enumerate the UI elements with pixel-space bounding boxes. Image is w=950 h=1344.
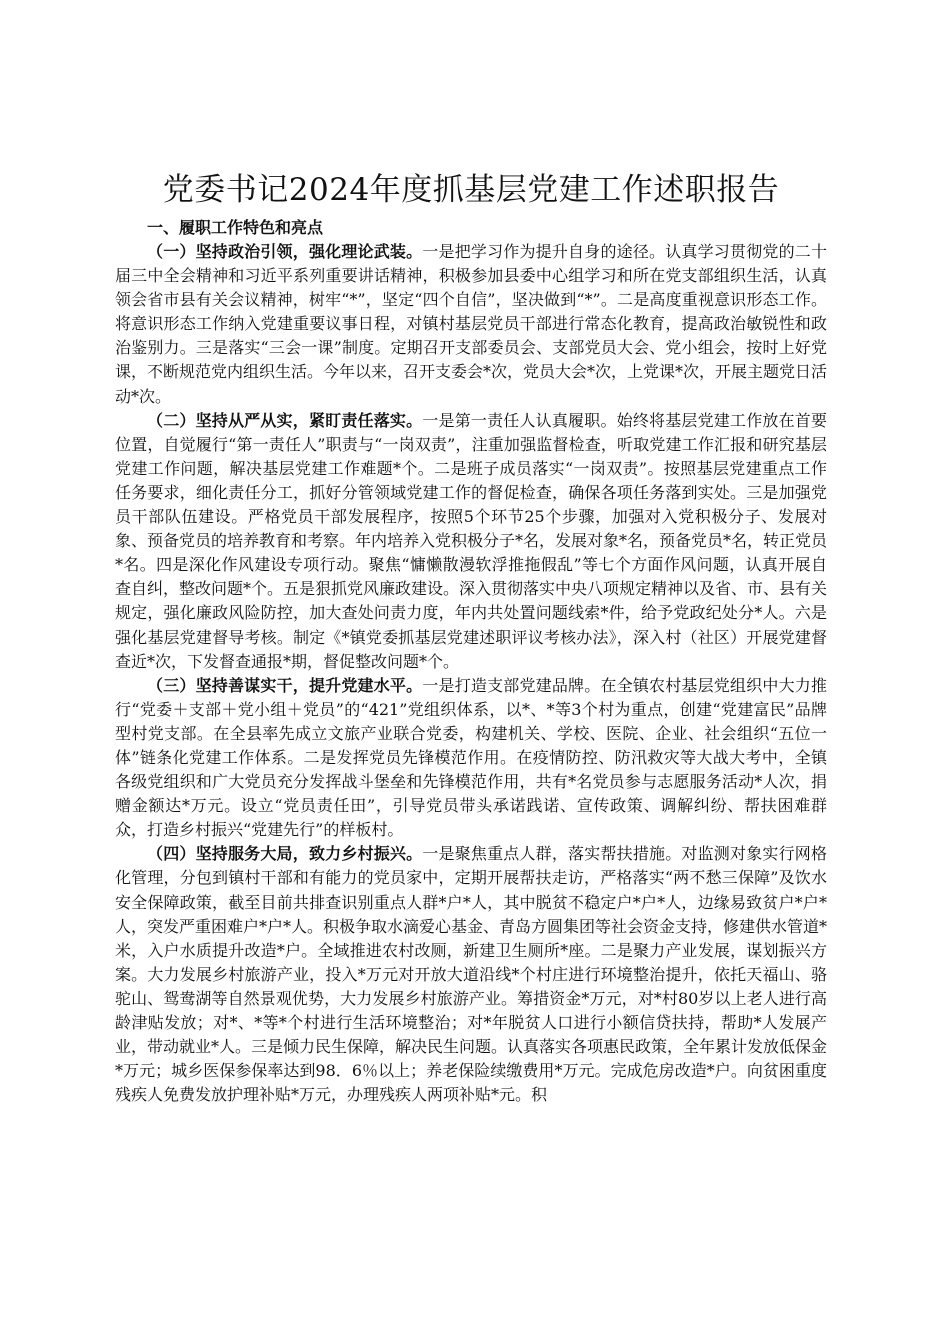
document-page: [115, 168, 827, 1107]
paragraph-1-text: 一是把学习作为提升自身的途径。认真学习贯彻党的二十届三中全会精神和习近平系列重要讲话精神，积极参加县委中心组学习和所在党支部组织生活，认真领会省市县有关会议精神，树牢“*”，坚定“四个自信”，坚决做到“*”。二是高度重视意识形态工作。将意识形态工作纳入党建重要议事日程，对镇村基层党员干部进行常态化教育，提高政治敏锐性和政治鉴别力。三是落实“三会一课”制度。定期召开支部委员会、支部党员大会、党小组会，按时上好党课，不断规范党内组织生活。今年以来，召开支委会*次，党员大会*次，上党课*次，开展主题党日活动*次。: [115, 242, 828, 406]
paragraph-1-lead: （一）坚持政治引领，强化理论武装。: [147, 242, 423, 261]
paragraph-3-lead: （三）坚持善谋实干，提升党建水平。: [147, 675, 423, 695]
paragraph-4-text: 一是聚焦重点人群，落实帮扶措施。对监测对象实行网格化管理，分包到镇村干部和有能力的党员家中，定期开展帮扶走访，严格落实“两不愁三保障”及饮水安全保障政策，截至目前共排查识别重点人群*户*人，其中脱贫不稳定户*户*人，边缘易致贫户*户*人，突发严重困难户*户*人。积极争取水滴爱心基金、青岛方圆集团等社会资金支持，修建供水管道*米，入户水质提升改造*户。全域推进农村改厕，新建卫生厕所*座。二是聚力产业发展，谋划振兴方案。大力发展乡村旅游产业，投入*万元对开放大道沿线*个村庄进行环境整治提升，依托天福山、骆驼山、鸳鸯湖等自然景观优势，大力发展乡村旅游产业。筹措资金*万元，对*村80岁以上老人进行高龄津贴发放；对*、*等*个村进行生活环境整治；对*年脱贫人口进行小额信贷扶持，帮助*人发展产业，带动就业*人。三是倾力民生保障，解决民生问题。认真落实各项惠民政策，全年累计发放低保金*万元；城乡医保参保率达到98．6％以上；养老保险续缴费用*万元。完成危房改造*户。向贫困重度残疾人免费发放护理补贴*万元，办理残疾人两项补贴*元。积: [115, 844, 828, 1105]
paragraph-4: [115, 842, 827, 1107]
paragraph-3: [115, 674, 827, 843]
document-title: 党委书记2024年度抓基层党建工作述职报告: [162, 172, 780, 208]
paragraph-1: [115, 240, 827, 409]
paragraph-2-text: 一是第一责任人认真履职。始终将基层党建工作放在首要位置，自觉履行“第一责任人”职责与“一岗双责”，注重加强监督检查，听取党建工作汇报和研究基层党建工作问题，解决基层党建工作难题*个。二是班子成员落实“一岗双责”。按照基层党建重点工作任务要求，细化责任分工，抓好分管领域党建工作的督促检查，确保各项任务落到实处。三是加强党员干部队伍建设。严格党员干部发展程序，按照5个环节25个步骤，加强对入党积极分子、发展对象、预备党员的培养教育和考察。年内培养入党积极分子*名，发展对象*名，预备党员*名，转正党员*名。四是深化作风建设专项行动。聚焦“慵懒散漫软浮推拖假乱”等七个方面作风问题，认真开展自查自纠，整改问题*个。五是狠抓党风廉政建设。深入贯彻落实中央八项规定精神以及省、市、县有关规定，强化廉政风险防控，加大查处问责力度，年内共处置问题线索*件，给予党政纪处分*人。六是强化基层党建督导考核。制定《*镇党委抓基层党建述职评议考核办法》，深入村（社区）开展党建督查近*次，下发督查通报*期，督促整改问题*个。: [115, 410, 828, 671]
paragraph-2-lead: （二）坚持从严从实，紧盯责任落实。: [147, 410, 423, 430]
paragraph-3-text: 一是打造支部党建品牌。在全镇农村基层党组织中大力推行“党委＋支部＋党小组＋党员”的“421”党组织体系，以*、*等3个村为重点，创建“党建富民”品牌型村党支部。在全县率先成立文旅产业联合党委，构建机关、学校、医院、企业、社会组织“五位一体”链条化党建工作体系。二是发挥党员先锋模范作用。在疫情防控、防汛救灾等大战大考中，全镇各级党组织和广大党员充分发挥战斗堡垒和先锋模范作用，共有*名党员参与志愿服务活动*人次，捐赠金额达*万元。设立“党员责任田”，引导党员带头承诺践诺、宣传政策、调解纠纷、帮扶困难群众，打造乡村振兴“党建先行”的样板村。: [115, 675, 827, 840]
paragraph-4-lead: （四）坚持服务大局，致力乡村振兴。: [147, 844, 423, 864]
section-heading: 一、履职工作特色和亮点: [147, 218, 324, 237]
paragraph-2: [115, 409, 827, 674]
